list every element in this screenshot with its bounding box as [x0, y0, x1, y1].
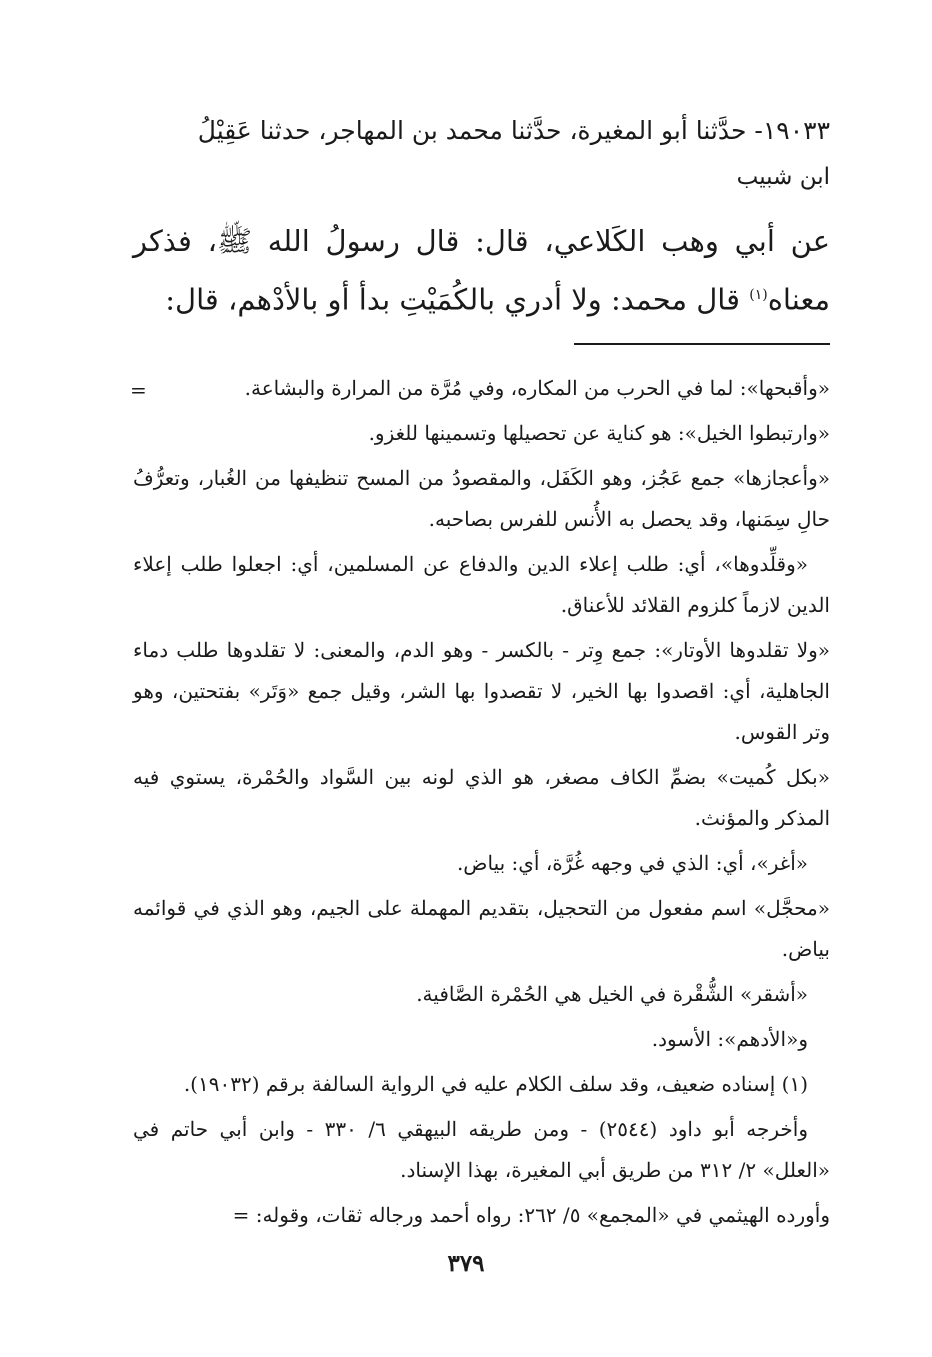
footnote-1: (١) إسناده ضعيف، وقد سلف الكلام عليه في الرواية السالفة برقم (١٩٠٣٢). [183, 1072, 808, 1096]
hadith-matn [133, 214, 830, 327]
note-paragraph: و«الأدهم»: الأسود. [651, 1027, 808, 1051]
note-paragraph: «وأعجازها» جمع عَجُز، وهو الكَفَل، والمقصودُ من المسح تنظيفها من الغُبار، وتعرُّفُ حالِ سِمَنها، وقد يحصل به الأُنس للفرس بصاحبه. [133, 466, 830, 531]
footnote-marker: (١) [749, 287, 768, 303]
note-paragraph: «وارتبطوا الخيل»: هو كناية عن تحصيلها وتسمينها للغزو. [368, 421, 830, 445]
note-paragraph: وأورده الهيثمي في «المجمع» ٥/ ٢٦٢: رواه أحمد ورجاله ثقات، وقوله: = [232, 1203, 830, 1227]
note-paragraph: «أشقر» الشُّقْرة في الخيل هي الحُمْرة الصَّافية. [416, 982, 808, 1006]
footnotes [133, 368, 830, 1240]
hadith-isnad [133, 108, 830, 200]
isnad-line-1: ١٩٠٣٣- حدَّثنا أبو المغيرة، حدَّثنا محمد بن المهاجر، حدثنا عَقِيْلُ [197, 116, 830, 145]
note-paragraph: «بكل كُميت» بضمِّ الكاف مصغر، هو الذي لونه بين السَّواد والحُمْرة، يستوي فيه المذكر والمؤنث. [133, 765, 830, 830]
note-paragraph: «وقلِّدوها»، أي: طلب إعلاء الدين والدفاع عن المسلمين، أي: اجعلوا طلب إعلاء الدين لازماً كلزوم القلائد للأعناق. [133, 552, 830, 617]
main-text [133, 108, 830, 327]
isnad-line-2: ابن شبيب [736, 164, 830, 190]
matn-continuation: قال محمد: ولا أدري بالكُمَيْتِ بدأ أو بالأدْهم، قال: [165, 282, 750, 317]
continuation-mark: = [130, 378, 147, 402]
matn-text: عن أبي وهب الكَلاعي، قال: قال رسولُ الله ﷺ، فذكر معناه [133, 224, 830, 317]
note-paragraph: «محجَّل» اسم مفعول من التحجيل، بتقديم المهملة على الجيم، وهو الذي في قوائمه بياض. [133, 896, 830, 961]
note-paragraph: «ولا تقلدوها الأوتار»: جمع وِتر - بالكسر - وهو الدم، والمعنى: لا تقلدوها طلب دماء الجاهلية، أي: اقصدوا بها الخير، لا تقصدوا بها الشر، وقيل جمع «وَتَر» بفتحتين، وهو وتر القوس. [133, 638, 830, 744]
note-paragraph: وأخرجه أبو داود (٢٥٤٤) - ومن طريقه البيهقي ٦/ ٣٣٠ - وابن أبي حاتم في «العلل» ٢/ ٣١٢ من طريق أبي المغيرة، بهذا الإسناد. [133, 1117, 830, 1182]
footnote-divider [574, 343, 830, 345]
page-number: ٣٧٩ [447, 1250, 485, 1277]
note-paragraph: «وأقبحها»: لما في الحرب من المكاره، وفي مُرَّة من المرارة والبشاعة. [244, 376, 830, 400]
note-paragraph: «أغر»، أي: الذي في وجهه غُرَّة، أي: بياض. [456, 851, 808, 875]
